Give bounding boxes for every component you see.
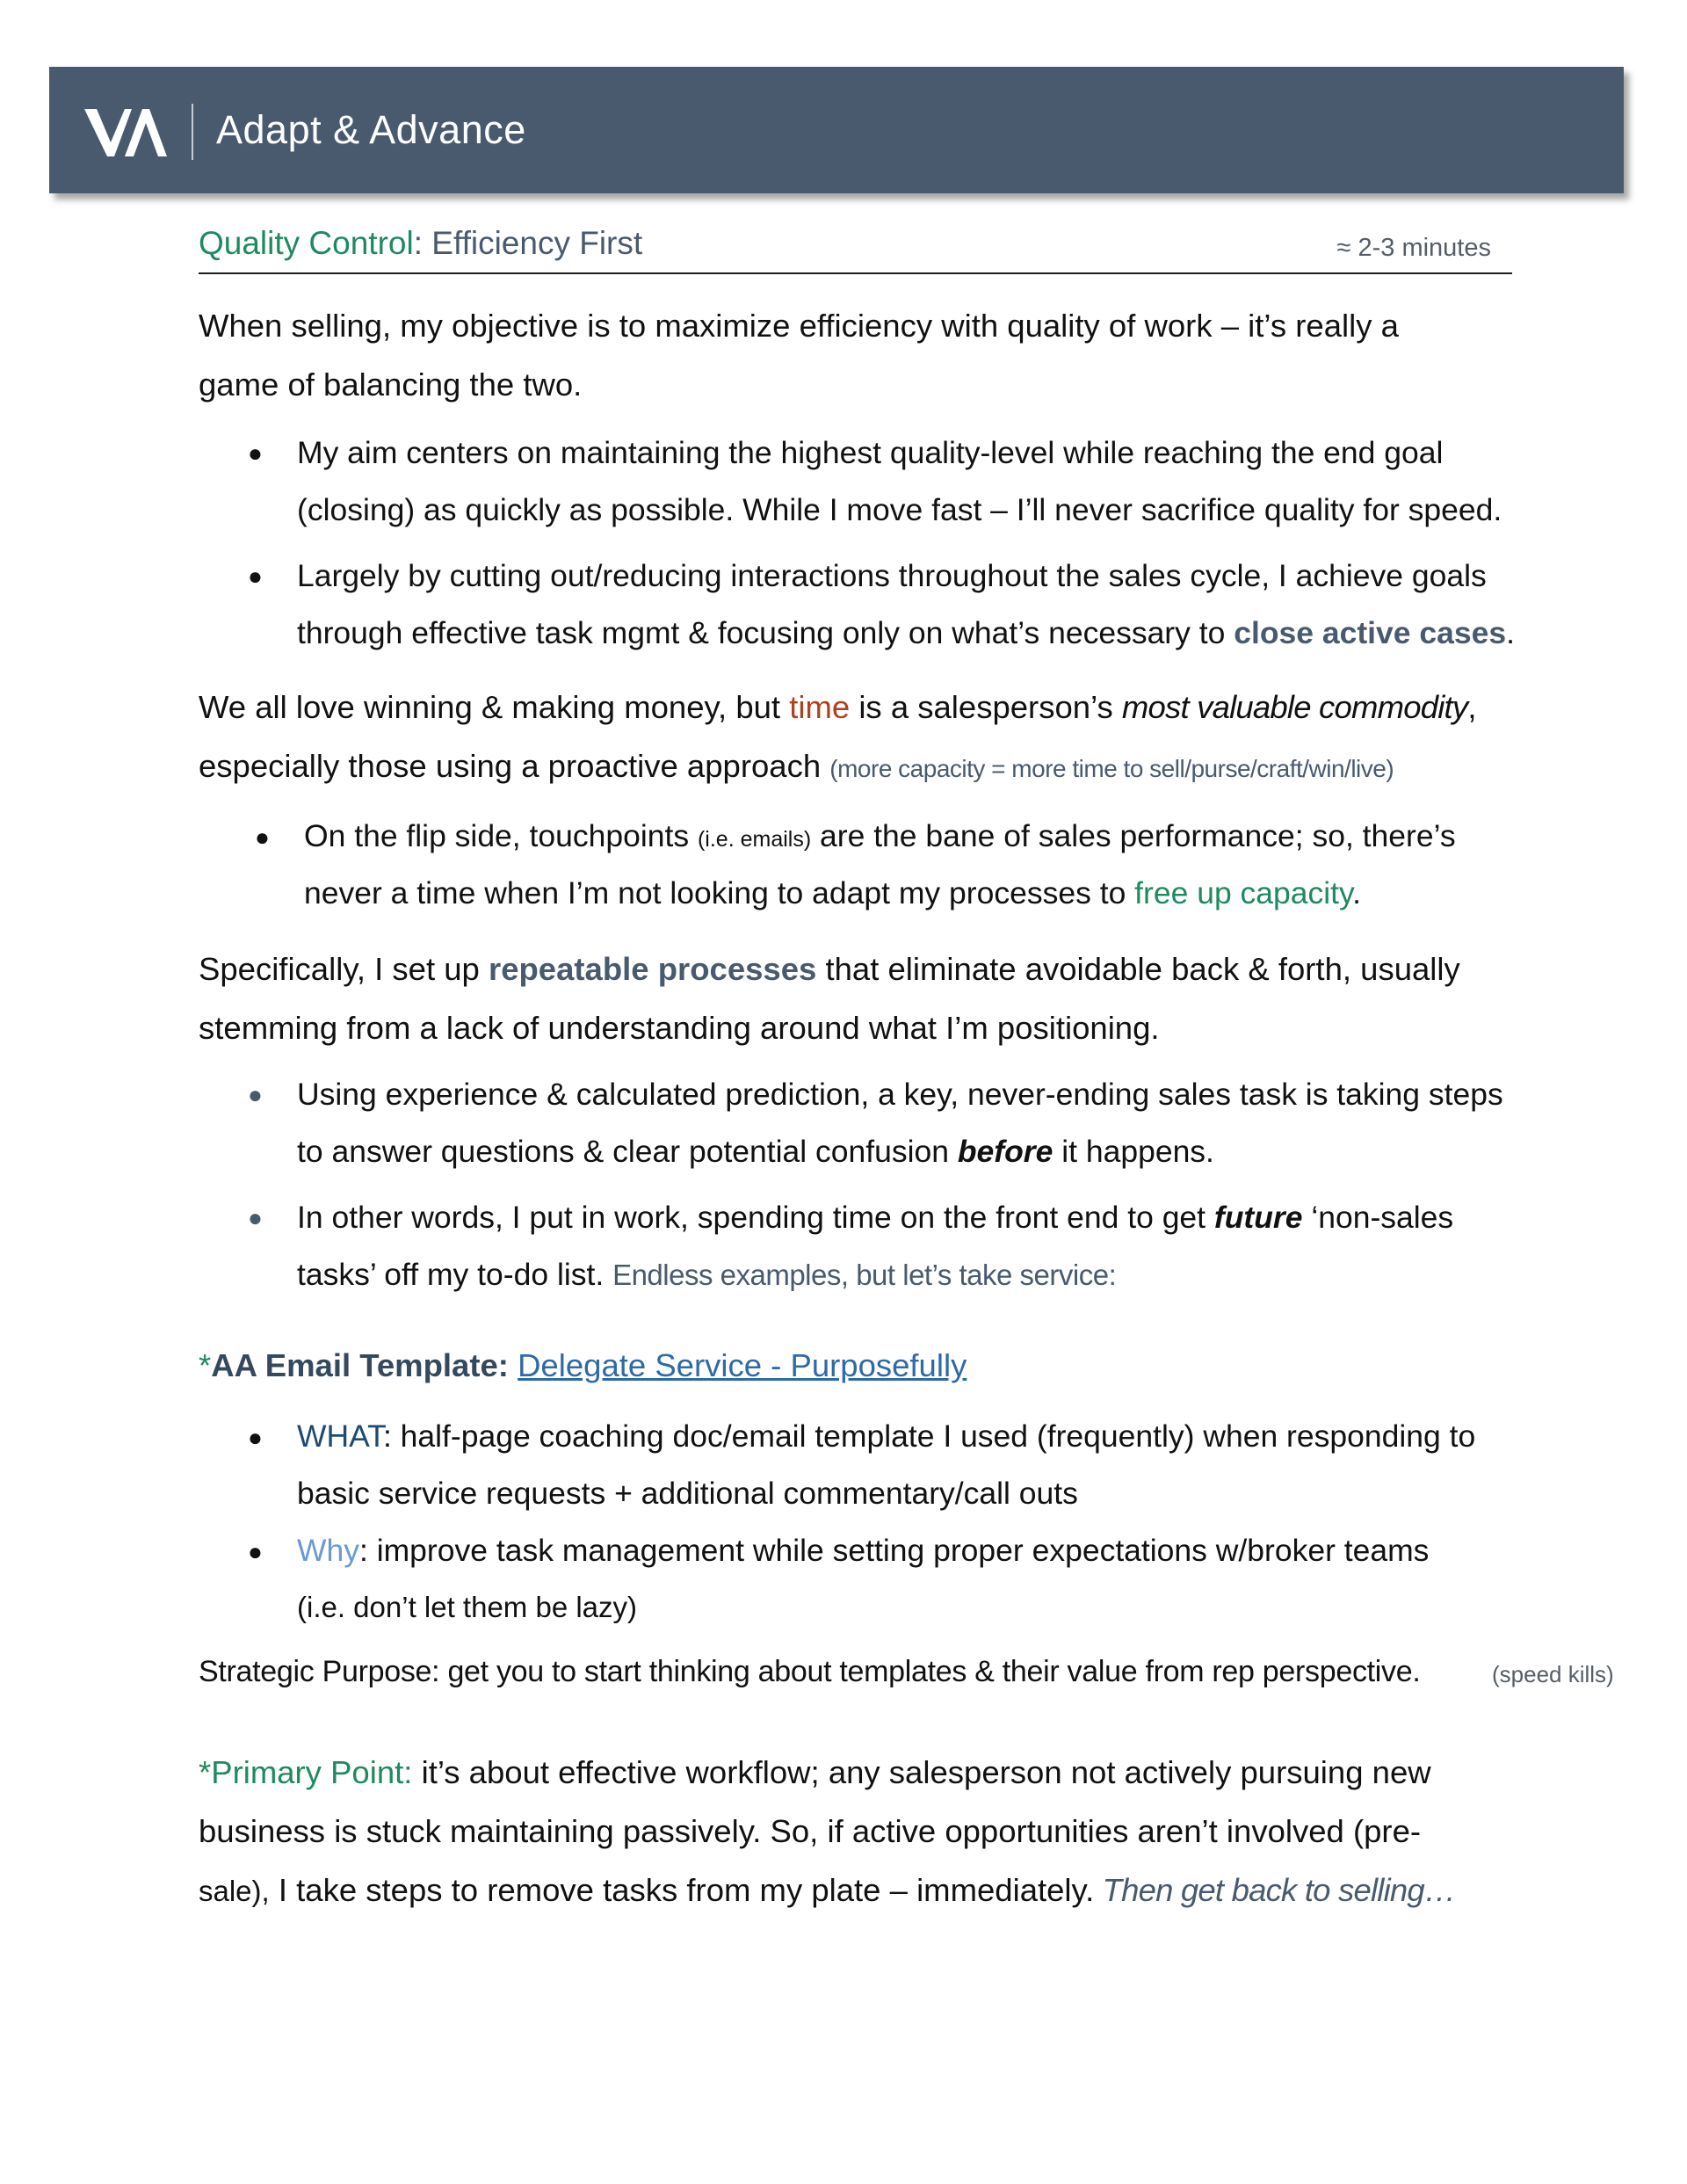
specifically-line-1: Specifically, I set up repeatable processes that eliminate avoidable back & forth, usually — [199, 951, 1460, 987]
header-banner — [49, 67, 1624, 193]
flip-line-2: never a time when I’m not looking to adapt my processes to free up capacity. — [304, 875, 1362, 911]
primary-line-2: business is stuck maintaining passively. So, if active opportunities aren’t involved (pre- — [199, 1813, 1422, 1849]
bullet-icon: ● — [248, 1538, 263, 1565]
specifically-line-2: stemming from a lack of understanding around what I’m positioning. — [199, 1010, 1160, 1046]
strategic-purpose: Strategic Purpose: get you to start thinking about templates & their value from rep perspective. — [199, 1655, 1421, 1688]
flip-line-1: On the flip side, touchpoints (i.e. emails) are the bane of sales performance; so, there’s — [304, 818, 1456, 853]
endless-examples: Endless examples, but let’s take service: — [612, 1259, 1117, 1291]
page-title — [199, 225, 642, 262]
speed-kills: (speed kills) — [1492, 1661, 1614, 1687]
bullet2-line-1: Largely by cutting out/reducing interactions throughout the sales cycle, I achieve goals — [297, 558, 1487, 593]
title-rest: Efficiency First — [423, 225, 643, 261]
logo-divider — [192, 104, 193, 160]
bullet1-line-2: (closing) as quickly as possible. While I move fast – I’ll never sacrifice quality for speed. — [297, 492, 1502, 527]
winning-line-1: We all love winning & making money, but time is a salesperson’s most valuable commodity, — [199, 689, 1477, 725]
get-back-to-selling: Then get back to selling… — [1094, 1872, 1456, 1908]
time-highlight: time — [789, 689, 851, 725]
bullet-icon: ● — [248, 562, 263, 590]
bullet3-line-2: to answer questions & clear potential confusion before it happens. — [297, 1134, 1214, 1169]
bullet-icon: ● — [248, 439, 263, 467]
bullet-icon: ● — [248, 1204, 263, 1231]
bullet2-line-2: through effective task mgmt & focusing only on what’s necessary to close active cases. — [297, 615, 1515, 650]
repeatable-processes: repeatable processes — [489, 951, 817, 987]
intro-line-1: When selling, my objective is to maximize efficiency with quality of work – it’s really a — [199, 308, 1399, 344]
title-colon: : — [413, 225, 423, 261]
close-active-cases: close active cases — [1234, 615, 1507, 650]
bullet-icon: ● — [248, 1424, 263, 1451]
bullet4-line-1: In other words, I put in work, spending time on the front end to get future ‘non-sales — [297, 1200, 1454, 1235]
template-heading: *AA Email Template: Delegate Service - Purposefully — [199, 1347, 967, 1383]
primary-line-1: *Primary Point: it’s about effective workflow; any salesperson not actively pursuing new — [199, 1754, 1431, 1790]
most-valuable-commodity: most valuable commodity — [1121, 689, 1468, 725]
bullet-icon: ● — [248, 1081, 263, 1108]
delegate-service-link[interactable]: Delegate Service - Purposefully — [518, 1347, 967, 1383]
free-up-capacity: free up capacity — [1134, 875, 1353, 911]
primary-line-3: sale), I take steps to remove tasks from my plate – immediately. Then get back to selling… — [199, 1872, 1456, 1908]
why-line-2: (i.e. don’t let them be lazy) — [297, 1591, 638, 1623]
bullet-icon: ● — [255, 824, 270, 851]
what-line-1: WHAT: half-page coaching doc/email template I used (frequently) when responding to — [297, 1419, 1476, 1454]
section-header — [199, 223, 1512, 274]
brand-name: Adapt & Advance — [216, 107, 526, 152]
what-line-2: basic service requests + additional commentary/call outs — [297, 1476, 1078, 1511]
title-green: Quality Control — [199, 225, 414, 261]
va-logo-icon — [81, 102, 169, 162]
intro-line-2: game of balancing the two. — [199, 366, 583, 403]
winning-line-2: especially those using a proactive approach (more capacity = more time to sell/purse/craft/win/live) — [199, 748, 1394, 784]
why-line-1: Why: improve task management while setting proper expectations w/broker teams — [297, 1533, 1430, 1568]
bullet4-line-2: tasks’ off my to-do list. Endless examples, but let’s take service: — [297, 1257, 1117, 1292]
capacity-note: (more capacity = more time to sell/purse/craft/win/live) — [829, 755, 1394, 782]
bullet1-line-1: My aim centers on maintaining the highest quality-level while reaching the end goal — [297, 435, 1444, 470]
read-duration: ≈ 2-3 minutes — [1336, 234, 1491, 262]
bullet3-line-1: Using experience & calculated prediction, a key, never-ending sales task is taking steps — [297, 1077, 1503, 1112]
